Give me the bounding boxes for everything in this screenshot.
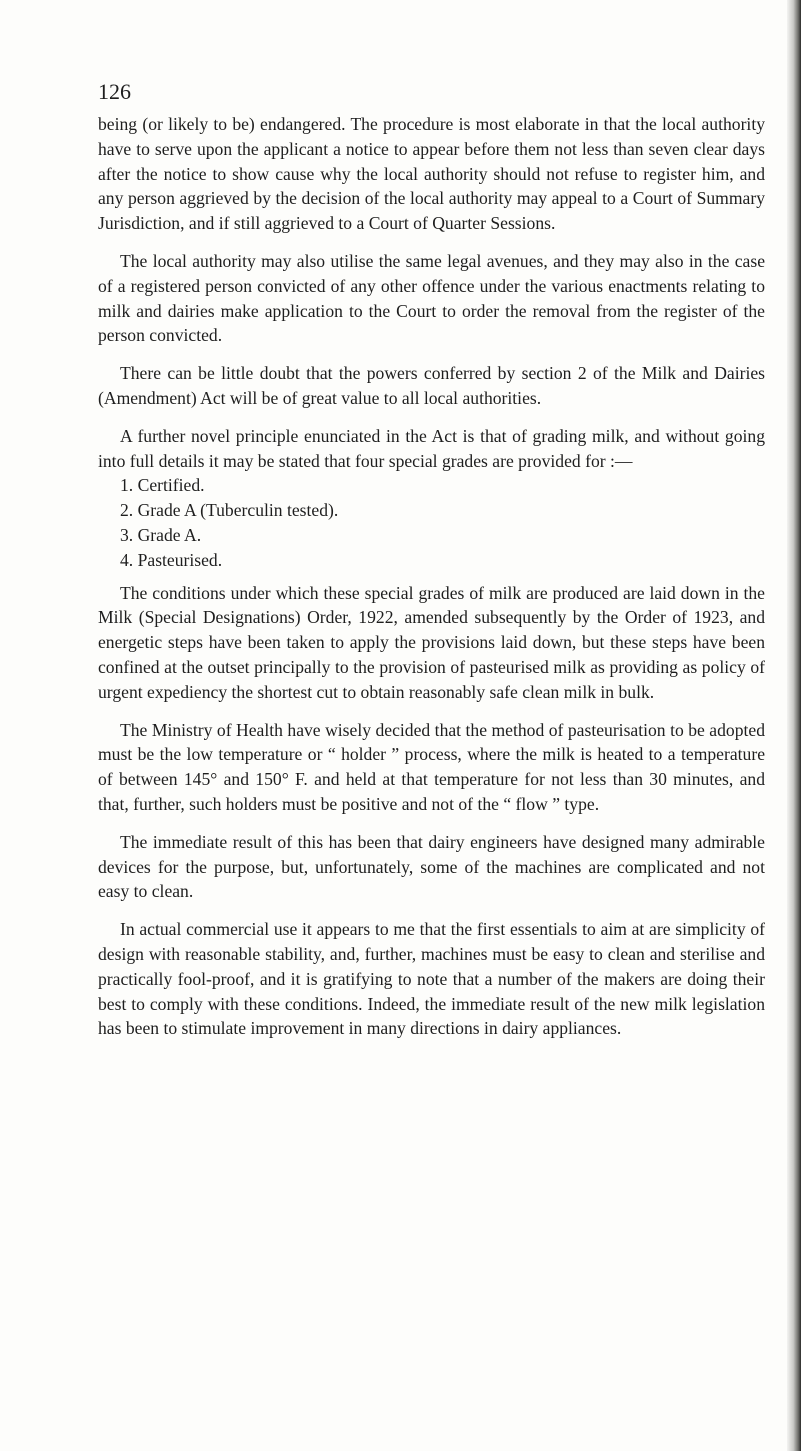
paragraph: In actual commercial use it appears to me that the first essentials to aim at are simplicity of design with reasonable stability, and, further, machines must be easy to clean and sterilise and practically fool-proof, and it is gratifying to note that a number of the makers are doing their best to comply with these conditions. Indeed, the immediate result of the new milk legislation has been to stimulate improvement in many directions in dairy appliances. xyxy=(98,919,765,1039)
paragraph: being (or likely to be) endangered. The procedure is most elaborate in that the local authority have to serve upon the applicant a notice to appear before them not less than seven clear days after the notice to show cause why the local authority should not refuse to register him, and any person aggrieved by the decision of the local authority may appeal to a Court of Summary Jurisdiction, and if still aggrieved to a Court of Quarter Sessions. xyxy=(98,114,765,234)
page-edge-shadow xyxy=(787,0,801,1451)
paragraph: The immediate result of this has been that dairy engineers have designed many admirable devices for the purpose, but, unfortunately, some of the machines are complicated and not easy to clean. xyxy=(98,831,765,902)
paragraph: There can be little doubt that the powers conferred by section 2 of the Milk and Dairies (Amendment) Act will be of great value to all local authorities. xyxy=(98,363,765,408)
body-text xyxy=(98,112,765,1054)
paragraph: The local authority may also utilise the same legal avenues, and they may also in the case of a registered person convicted of any other offence under the various enactments relating to milk and dairies make application to the Court to order the removal from the register of the person convicted. xyxy=(98,250,765,346)
paragraph: The Ministry of Health have wisely decided that the method of pasteurisation to be adopted must be the low temperature or “ holder ” process, where the milk is heated to a temperature of between 145° and 150° F. and held at that temperature for not less than 30 minutes, and that, further, such holders must be positive and not of the “ flow ” type. xyxy=(98,719,765,814)
grade-item: 2. Grade A (Tuberculin tested). xyxy=(120,500,339,521)
grade-item: 3. Grade A. xyxy=(120,524,202,545)
paragraph: A further novel principle enunciated in the Act is that of grading milk, and without going into full details it may be stated that four special grades are provided for :— xyxy=(98,425,765,471)
grade-item: 1. Certified. xyxy=(120,475,205,496)
page-number: 126 xyxy=(98,79,131,104)
grade-list xyxy=(98,473,765,572)
paragraph: The conditions under which these special grades of milk are produced are laid down in the Milk (Special Designations) Order, 1922, amended subsequently by the Order of 1923, and energetic steps have been taken to apply the provisions laid down, but these steps have been confined at the outset principally to the provision of pasteurised milk as providing as policy of urgent expediency the shortest cut to obtain reasonably safe clean milk in bulk. xyxy=(98,582,765,702)
grade-item: 4. Pasteurised. xyxy=(120,549,223,570)
